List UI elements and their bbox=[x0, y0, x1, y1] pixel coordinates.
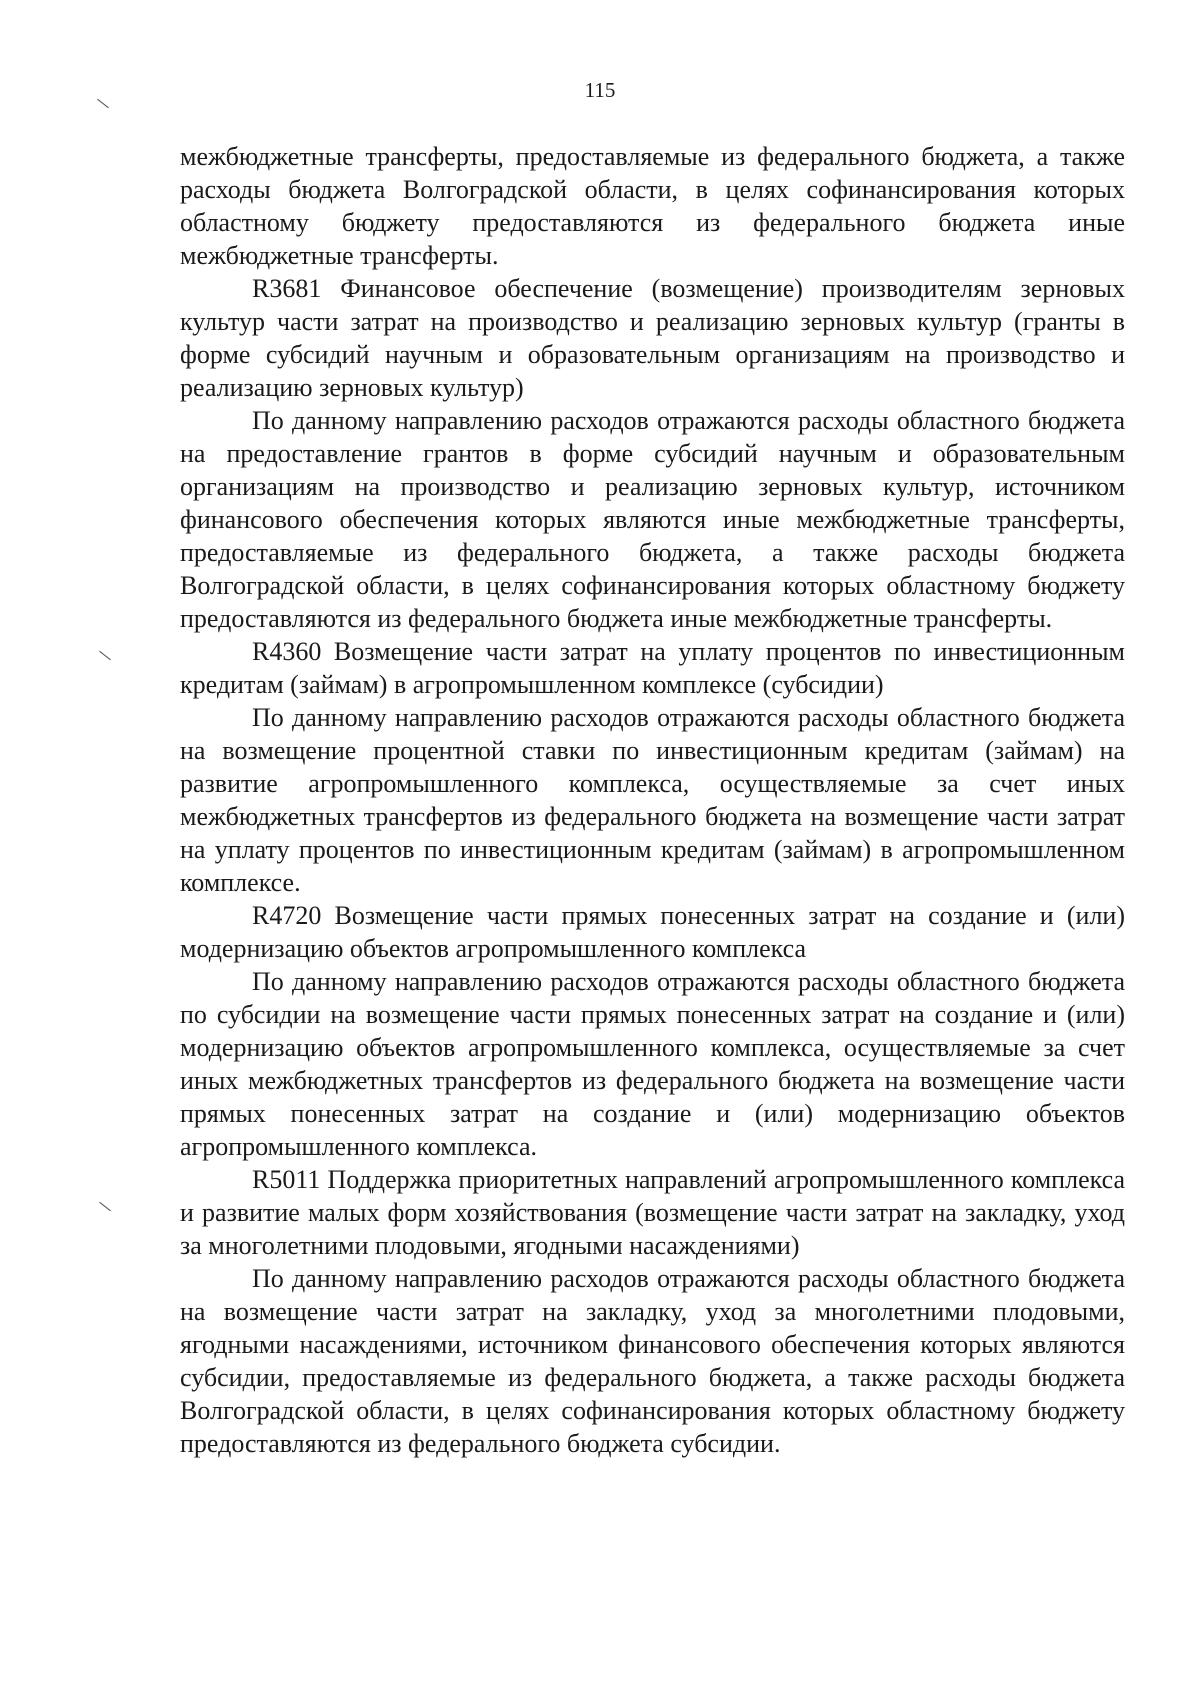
paragraph: По данному направлению расходов отражаются расходы областного бюджета на возмещение части затрат на закладку, уход за многолетними плодовыми, ягодными насаждениями, источником финансового обеспечения которых являются субсидии, предоставляемые из федерального бюджета, а также расходы бюджета Волгоградской области, в целях софинансирования которых областному бюджету предоставляются из федерального бюджета субсидии. bbox=[180, 1264, 1125, 1458]
scan-artifact-mark bbox=[99, 1202, 111, 1211]
document-body bbox=[180, 140, 1125, 1460]
section-heading-r5011: R5011 Поддержка приоритетных направлений агропромышленного комплекса и развитие малых форм хозяйствования (возмещение части затрат на закладку, уход за многолетними плодовыми, ягодными насаждениями) bbox=[180, 1165, 1125, 1260]
section-heading-r4360: R4360 Возмещение части затрат на уплату процентов по инвестиционным кредитам (займам) в агропромышленном комплексе (субсидии) bbox=[180, 637, 1125, 699]
section-heading-r3681: R3681 Финансовое обеспечение (возмещение) производителям зерновых культур части затрат на производство и реализацию зерновых культур (гранты в форме субсидий научным и образовательным организациям на производство и реализацию зерновых культур) bbox=[180, 274, 1125, 402]
section-heading-r4720: R4720 Возмещение части прямых понесенных затрат на создание и (или) модернизацию объектов агропромышленного комплекса bbox=[180, 901, 1125, 963]
paragraph: По данному направлению расходов отражаются расходы областного бюджета по субсидии на возмещение части прямых понесенных затрат на создание и (или) модернизацию объектов агропромышленного комплекса, осуществляемые за счет иных межбюджетных трансфертов из федерального бюджета на возмещение части прямых понесенных затрат на создание и (или) модернизацию объектов агропромышленного комплекса. bbox=[180, 967, 1125, 1161]
paragraph: межбюджетные трансферты, предоставляемые из федерального бюджета, а также расходы бюджета Волгоградской области, в целях софинансирования которых областному бюджету предоставляются из федерального бюджета иные межбюджетные трансферты. bbox=[180, 142, 1125, 270]
paragraph: По данному направлению расходов отражаются расходы областного бюджета на предоставление грантов в форме субсидий научным и образовательным организациям на производство и реализацию зерновых культур, источником финансового обеспечения которых являются иные межбюджетные трансферты, предоставляемые из федерального бюджета, а также расходы бюджета Волгоградской области, в целях софинансирования которых областному бюджету предоставляются из федерального бюджета иные межбюджетные трансферты. bbox=[180, 406, 1125, 633]
page-number: 115 bbox=[584, 78, 616, 102]
scan-artifact-mark bbox=[99, 651, 111, 660]
paragraph: По данному направлению расходов отражаются расходы областного бюджета на возмещение процентной ставки по инвестиционным кредитам (займам) на развитие агропромышленного комплекса, осуществляемые за счет иных межбюджетных трансфертов из федерального бюджета на возмещение части затрат на уплату процентов по инвестиционным кредитам (займам) в агропромышленном комплексе. bbox=[180, 703, 1125, 897]
